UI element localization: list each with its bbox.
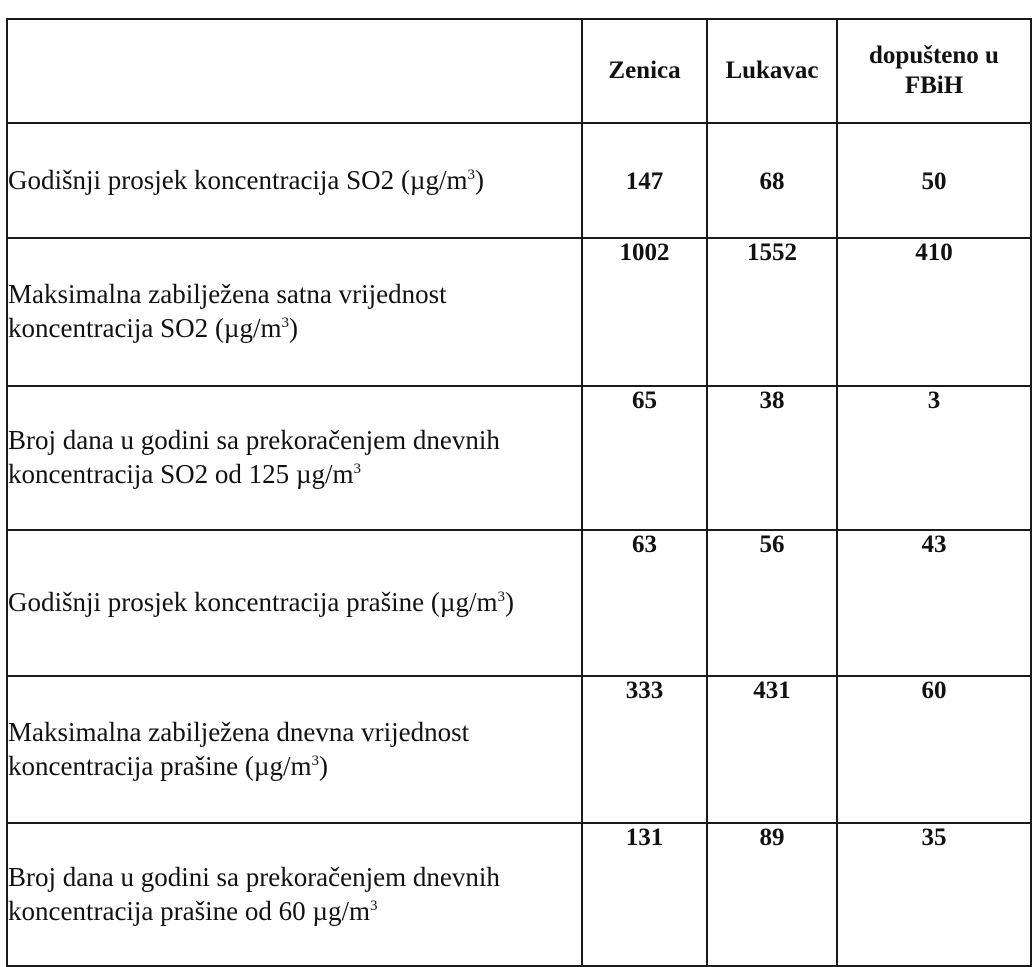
value-fbih: 3 <box>837 386 1031 530</box>
row-label: Godišnji prosjek koncentracija SO2 $(\mu g/m^3)$ <box>7 123 582 238</box>
value-fbih: 35 <box>837 823 1031 966</box>
value-lukavac: 431 <box>707 676 837 823</box>
value-fbih: 60 <box>837 676 1031 823</box>
value-zenica: 1002 <box>582 238 707 386</box>
value-lukavac: 1552 <box>707 238 837 386</box>
value-zenica: 333 <box>582 676 707 823</box>
column-header-zenica: Zenica <box>582 19 707 123</box>
table-row <box>7 676 1031 823</box>
value-zenica: 131 <box>582 823 707 966</box>
value-fbih: 50 <box>837 123 1031 238</box>
table-row <box>7 123 1031 238</box>
value-fbih: 410 <box>837 238 1031 386</box>
table-row <box>7 530 1031 676</box>
table-row <box>7 823 1031 966</box>
row-label: Godišnji prosjek koncentracija prašine $(\mu g/m^3)$ <box>7 530 582 676</box>
row-label: Broj dana u godini sa prekoračenjem dnevnih koncentracija SO2 od 125 $\mu g/m^3$ <box>7 386 582 530</box>
row-label: Broj dana u godini sa prekoračenjem dnevnih koncentracija prašine od 60 $\mu g/m^3$ <box>7 823 582 966</box>
value-lukavac: 89 <box>707 823 837 966</box>
value-zenica: 65 <box>582 386 707 530</box>
value-lukavac: 38 <box>707 386 837 530</box>
value-zenica: 63 <box>582 530 707 676</box>
value-fbih: 43 <box>837 530 1031 676</box>
row-label: Maksimalna zabilježena dnevna vrijednost koncentracija prašine $(\mu g/m^3)$ <box>7 676 582 823</box>
corner-cell <box>7 19 582 123</box>
header-row <box>7 19 1031 123</box>
value-zenica: 147 <box>582 123 707 238</box>
table-row <box>7 386 1031 530</box>
column-header-lukavac: Lukavac <box>707 19 837 123</box>
value-lukavac: 68 <box>707 123 837 238</box>
value-lukavac: 56 <box>707 530 837 676</box>
row-label: Maksimalna zabilježena satna vrijednost koncentracija SO2 $(\mu g/m^3)$ <box>7 238 582 386</box>
table-row <box>7 238 1031 386</box>
column-header-fbih: dopušteno u FBiH <box>837 19 1031 123</box>
pollution-table <box>6 18 1032 967</box>
